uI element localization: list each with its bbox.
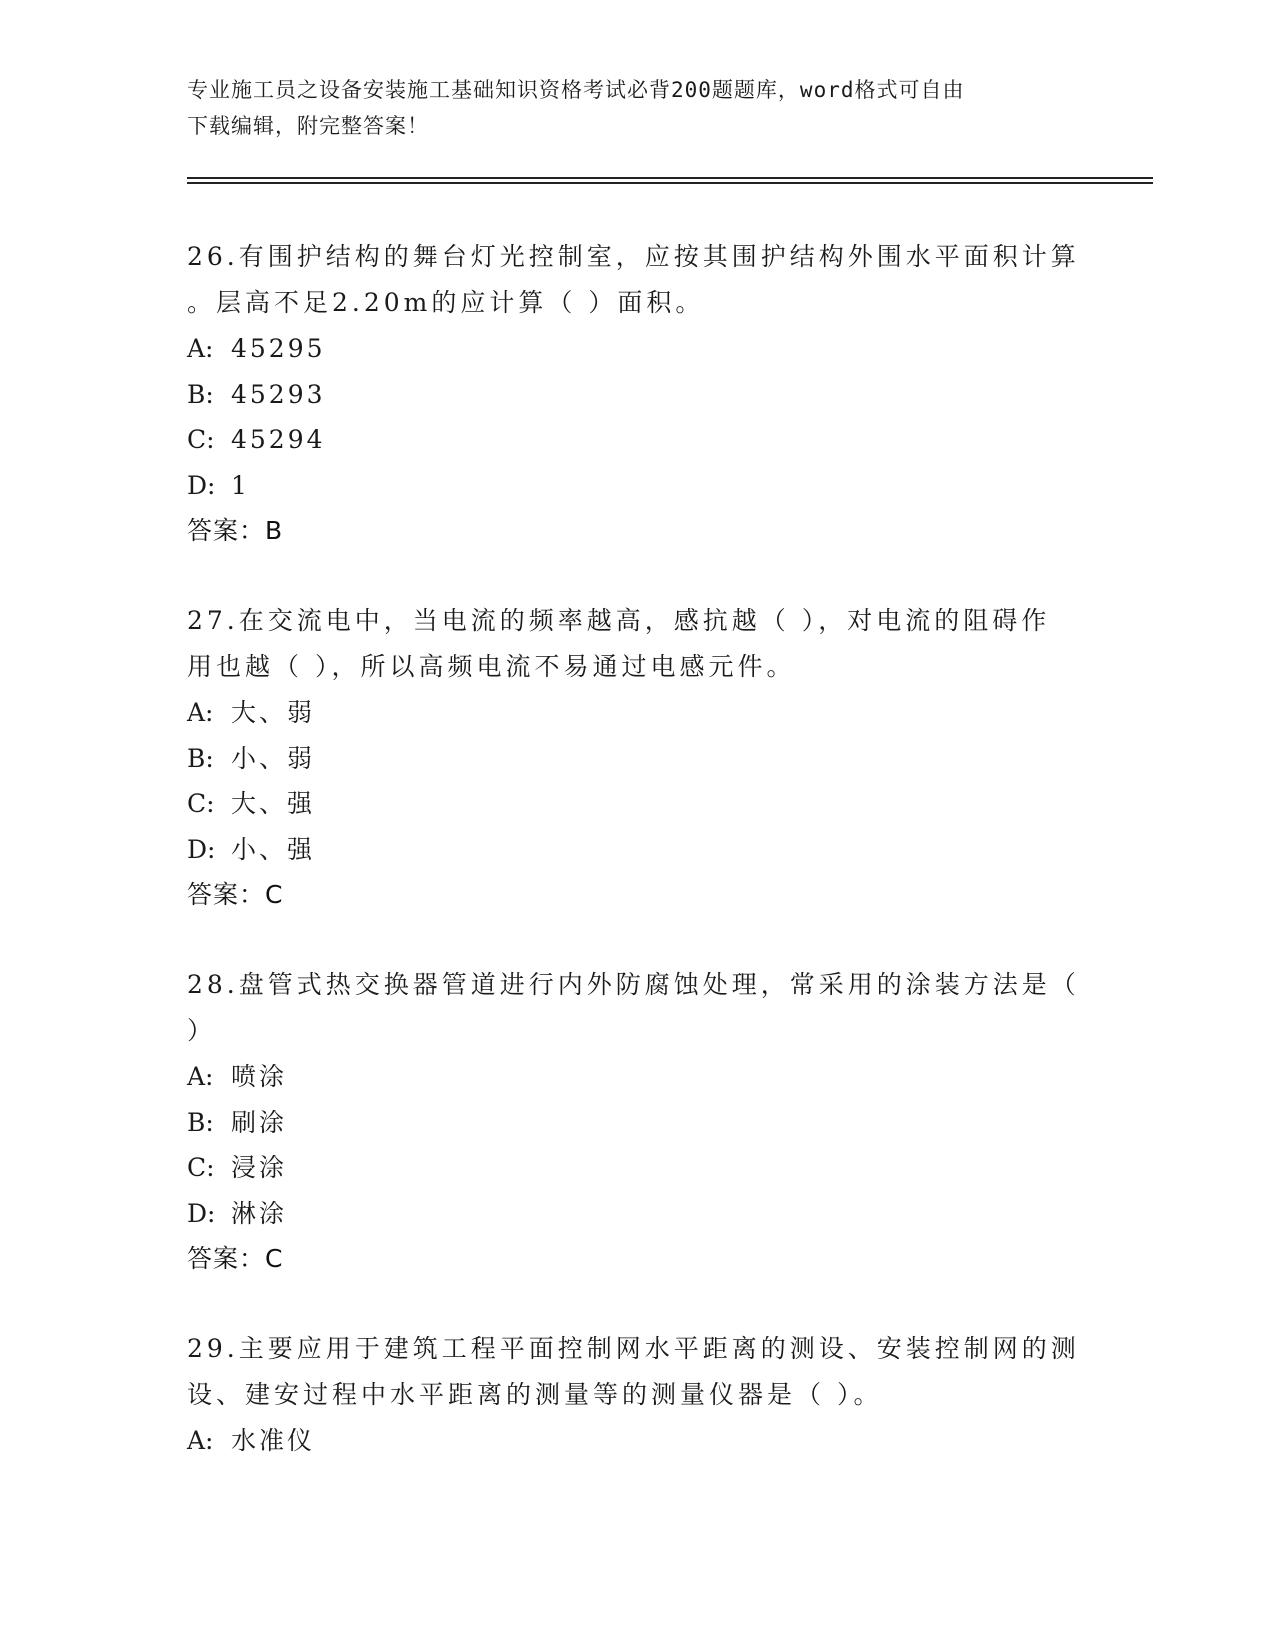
option-c <box>187 781 1087 827</box>
option-letter: D: <box>187 834 216 864</box>
option-a <box>187 326 1087 372</box>
option-d <box>187 827 1087 873</box>
option-letter: C: <box>187 789 215 818</box>
option-letter: C: <box>187 1153 215 1182</box>
question-stem-line: ） <box>187 1016 217 1045</box>
option-b <box>187 736 1087 782</box>
option-letter: B: <box>187 1107 214 1137</box>
question-stem-line: 设、建安过程中水平距离的测量等的测量仪器是（ ）。 <box>187 1380 883 1409</box>
option-b <box>187 372 1087 418</box>
option-letter: D: <box>187 1198 216 1228</box>
option-text: 45293 <box>231 379 326 409</box>
question-stem-line: 28.盘管式热交换器管道进行内外防腐蚀处理，常采用的涂装方法是（ <box>187 970 1080 999</box>
option-text: 淋涂 <box>231 1198 288 1228</box>
option-text: 小、弱 <box>231 743 316 773</box>
header-line-1: 专业施工员之设备安装施工基础知识资格考试必背200题题库，word格式可自由 <box>187 78 965 102</box>
option-a <box>187 690 1087 736</box>
option-text: 大、弱 <box>231 698 316 727</box>
question-27 <box>187 598 1087 918</box>
question-stem-line: 26.有围护结构的舞台灯光控制室，应按其围护结构外围水平面积计算 <box>187 242 1080 271</box>
header-divider-bottom <box>187 182 1153 184</box>
option-c <box>187 417 1087 463</box>
option-text: 刷涂 <box>231 1107 288 1137</box>
question-stem-line: 29.主要应用于建筑工程平面控制网水平距离的测设、安装控制网的测 <box>187 1334 1080 1363</box>
answer-line: 答案：B <box>187 516 284 545</box>
option-a <box>187 1418 1087 1464</box>
document-header <box>187 72 1067 144</box>
option-letter: B: <box>187 379 214 409</box>
option-letter: D: <box>187 470 216 500</box>
question-stem-line: 用也越（ ），所以高频电流不易通过电感元件。 <box>187 652 796 681</box>
question-26 <box>187 234 1087 554</box>
option-text: 1 <box>231 470 250 500</box>
option-c <box>187 1145 1087 1191</box>
option-letter: A: <box>187 1062 214 1091</box>
option-text: 45295 <box>231 334 326 363</box>
option-a <box>187 1054 1087 1100</box>
answer-line: 答案：C <box>187 880 284 909</box>
option-letter: A: <box>187 334 214 363</box>
question-stem-line: 。层高不足2.20m的应计算（ ）面积。 <box>187 288 705 317</box>
option-text: 浸涂 <box>231 1153 288 1182</box>
answer-line: 答案：C <box>187 1244 284 1273</box>
option-text: 45294 <box>231 425 326 454</box>
option-letter: A: <box>187 698 214 727</box>
option-text: 水准仪 <box>231 1426 316 1455</box>
header-line-2: 下载编辑，附完整答案！ <box>187 114 429 138</box>
option-text: 小、强 <box>231 834 316 864</box>
option-letter: C: <box>187 425 215 454</box>
option-d <box>187 463 1087 509</box>
header-divider-top <box>187 177 1153 179</box>
option-text: 喷涂 <box>231 1062 288 1091</box>
question-stem-line: 27.在交流电中，当电流的频率越高，感抗越（ ），对电流的阻碍作 <box>187 606 1051 635</box>
option-letter: B: <box>187 743 214 773</box>
option-letter: A: <box>187 1426 214 1455</box>
option-text: 大、强 <box>231 789 316 818</box>
option-d <box>187 1191 1087 1237</box>
option-b <box>187 1100 1087 1146</box>
question-29 <box>187 1326 1087 1464</box>
question-28 <box>187 962 1087 1282</box>
